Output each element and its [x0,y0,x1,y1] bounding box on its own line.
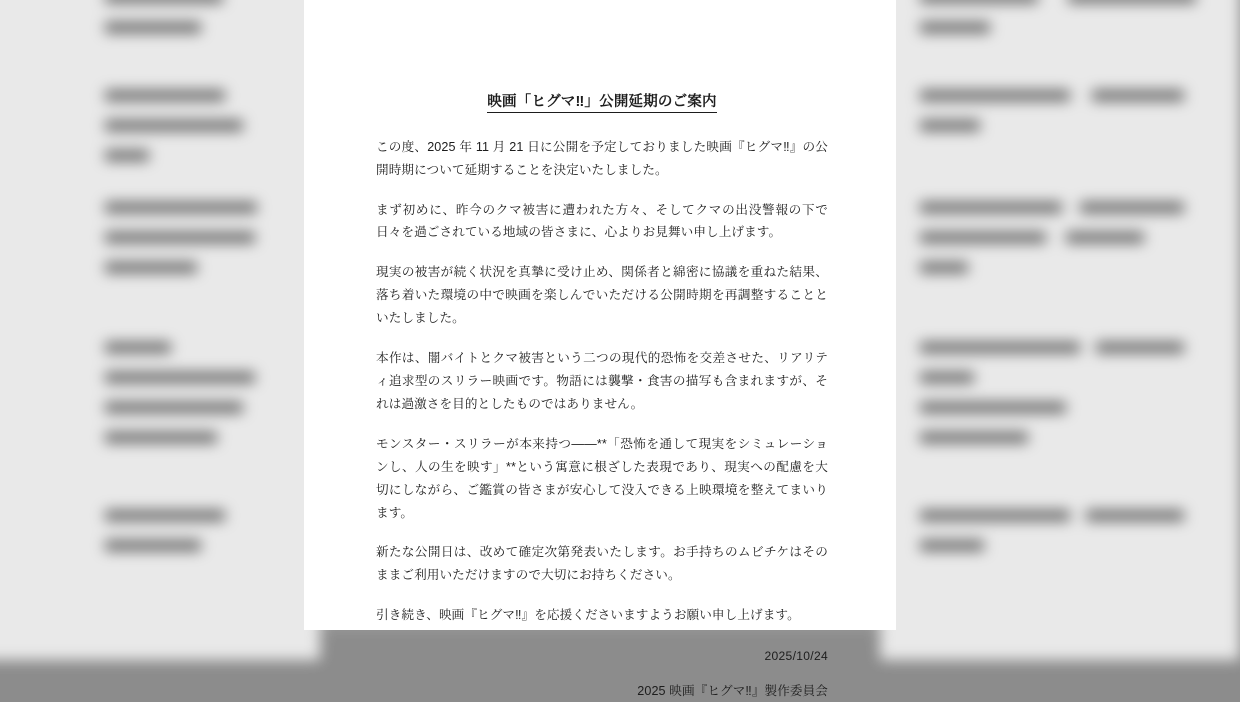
background-page-right [880,0,1240,660]
paragraph-5: モンスター・スリラーが本来持つ――**「恐怖を通して現実をシミュレーションし、人の生を映す」**という寓意に根ざした表現であり、現実への配慮を大切にしながら、ご鑑賞の皆さまが安心して没入できる上映環境を整えてまいります。 [376,436,828,520]
paragraph-2: まず初めに、昨今のクマ被害に遭われた方々、そしてクマの出没警報の下で日々を過ごされている地域の皆さまに、心よりお見舞い申し上げます。 [376,202,828,240]
document-signature: 2025 映画『ヒグマ‼』製作委員会 [637,683,828,698]
paragraph-6: 新たな公開日は、改めて確定次第発表いたします。お手持ちのムビチケはそのままご利用いただけますので大切にお持ちください。 [376,545,828,583]
document-body [376,0,828,698]
document-sheet [304,0,896,698]
paragraph-3: 現実の被害が続く状況を真摯に受け止め、関係者と綿密に協議を重ねた結果、落ち着いた環境の中で映画を楽しんでいただける公開時期を再調整することといたしました。 [376,265,828,326]
document-date: 2025/10/24 [764,649,828,664]
paragraph-4: 本作は、闇バイトとクマ被害という二つの現代的恐怖を交差させた、リアリティ追求型のスリラー映画です。物語には襲撃・食害の描写も含まれますが、それは過激さを目的としたものではありません。 [376,351,828,411]
document-paragraphs [376,136,828,627]
paragraph-1: この度、2025 年 11 月 21 日に公開を予定しておりました映画『ヒグマ‼』の公開時期について延期することを決定いたしました。 [376,139,828,177]
document-title [376,0,828,114]
document-title-text: 映画「ヒグマ‼」公開延期のご案内 [487,94,716,113]
background-page-left [0,0,320,660]
paragraph-7: 引き続き、映画『ヒグマ‼』を応援くださいますようお願い申し上げます。 [376,608,800,623]
